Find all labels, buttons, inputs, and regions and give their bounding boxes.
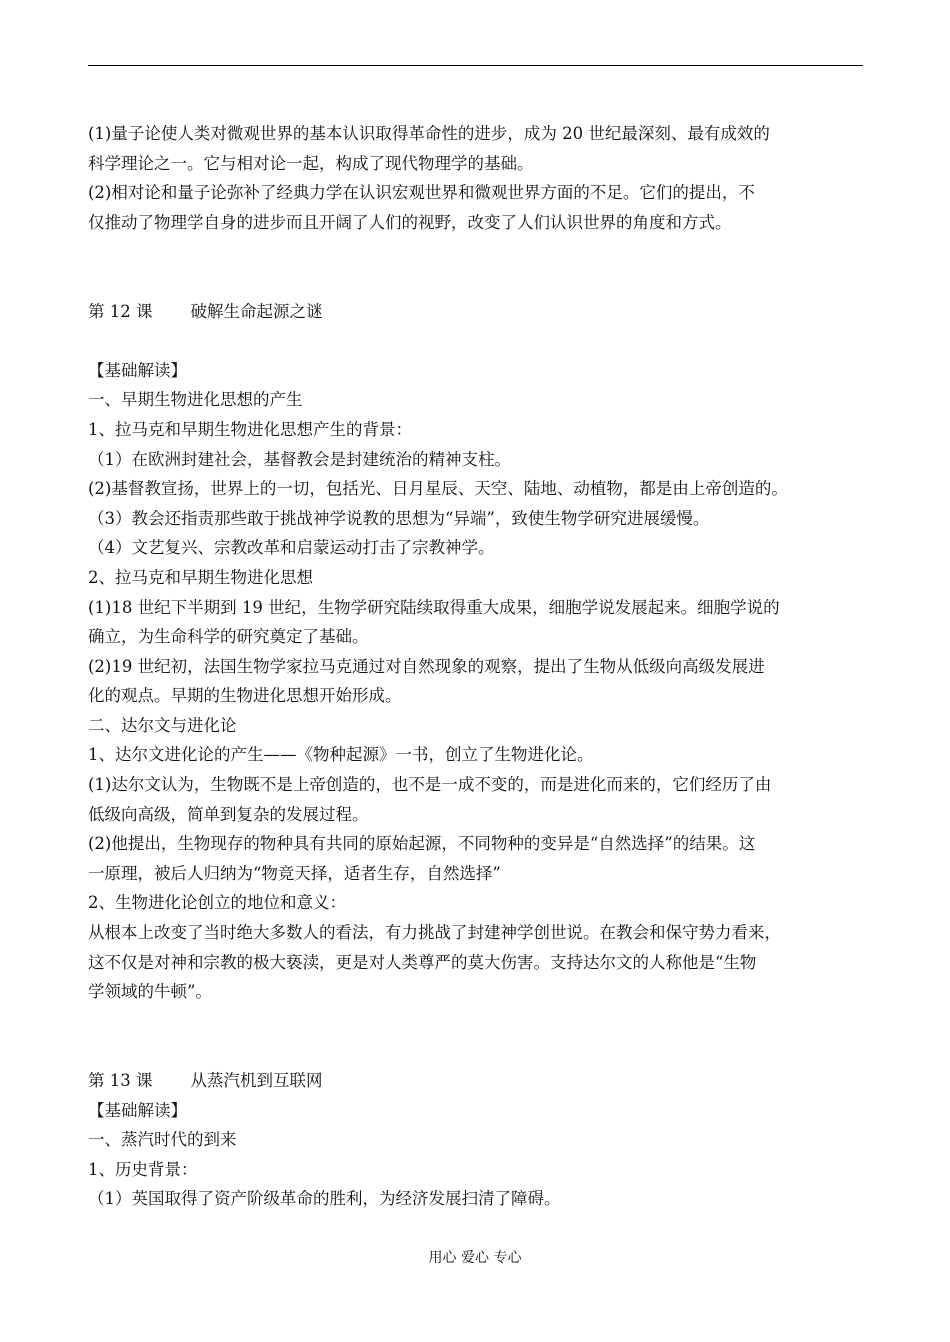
document-body [88, 119, 863, 1214]
section-heading: 【基础解读】 [88, 360, 187, 380]
paragraph-line: 化的观点。早期的生物进化思想开始形成。 [88, 686, 402, 706]
lesson-12-title [88, 297, 863, 327]
paragraph-line: 这不仅是对神和宗教的极大亵渎，更是对人类尊严的莫大伤害。支持达尔文的人称他是“生物 [88, 952, 757, 972]
lesson-number: 第 12 课 [88, 301, 153, 321]
paragraph-line: 一、蒸汽时代的到来 [88, 1130, 237, 1150]
paragraph-line: 学领域的牛顿”。 [88, 982, 212, 1002]
paragraph-line: (2)19 世纪初，法国生物学家拉马克通过对自然现象的观察，提出了生物从低级向高级发展进 [88, 656, 765, 676]
paragraph-line: 1、达尔文进化论的产生——《物种起源》一书，创立了生物进化论。 [88, 745, 594, 765]
lesson-13-title [88, 1066, 863, 1096]
paragraph-line: 2、拉马克和早期生物进化思想 [88, 567, 313, 587]
paragraph-line: 仅推动了物理学自身的进步而且开阔了人们的视野，改变了人们认识世界的角度和方式。 [88, 212, 732, 232]
paragraph-line: 低级向高级，简单到复杂的发展过程。 [88, 804, 369, 824]
page-footer: 用心 爱心 专心 [428, 1250, 522, 1266]
lesson-name: 从蒸汽机到互联网 [190, 1071, 323, 1090]
lesson-number: 第 13 课 [88, 1071, 153, 1090]
paragraph-line: 一、早期生物进化思想的产生 [88, 390, 303, 410]
paragraph-line: (1)达尔文认为，生物既不是上帝创造的，也不是一成不变的，而是进化而来的，它们经历了由 [88, 775, 772, 795]
paragraph-line: 一原理，被后人归纳为“物竞天择，适者生存，自然选择” [88, 863, 501, 883]
lesson-name: 破解生命起源之谜 [190, 301, 323, 321]
paragraph-line: (2)他提出，生物现存的物种具有共同的原始起源，不同物种的变异是“自然选择”的结果。这 [88, 834, 756, 854]
paragraph-line: (2)基督教宣扬，世界上的一切，包括光、日月星辰、天空、陆地、动植物，都是由上帝创造的。 [88, 479, 788, 499]
paragraph-line: （4）文艺复兴、宗教改革和启蒙运动打击了宗教神学。 [88, 538, 495, 558]
paragraph-line: (1)量子论使人类对微观世界的基本认识取得革命性的进步，成为 20 世纪最深刻、最有成效的 [88, 124, 770, 143]
paragraph-line: 1、拉马克和早期生物进化思想产生的背景： [88, 419, 412, 439]
paragraph-line: (2)相对论和量子论弥补了经典力学在认识宏观世界和微观世界方面的不足。它们的提出，不 [88, 183, 755, 203]
paragraph-line: 二、达尔文与进化论 [88, 715, 237, 735]
paragraph-line: (1)18 世纪下半期到 19 世纪，生物学研究陆续取得重大成果，细胞学说发展起来。细胞学说的 [88, 597, 780, 617]
paragraph-line: 1、历史背景： [88, 1159, 198, 1179]
paragraph-line: 科学理论之一。它与相对论一起，构成了现代物理学的基础。 [88, 153, 534, 173]
paragraph-line: 2、生物进化论创立的地位和意义： [88, 893, 346, 913]
paragraph-line: （1）在欧洲封建社会，基督教会是封建统治的精神支柱。 [88, 449, 511, 469]
paragraph-line: 确立，为生命科学的研究奠定了基础。 [88, 627, 369, 647]
paragraph-line: （1）英国取得了资产阶级革命的胜利，为经济发展扫清了障碍。 [88, 1189, 561, 1209]
section-heading: 【基础解读】 [88, 1100, 187, 1120]
paragraph-line: （3）教会还指责那些敢于挑战神学说教的思想为“异端”，致使生物学研究进展缓慢。 [88, 508, 710, 528]
header-rule [88, 65, 863, 66]
paragraph-line: 从根本上改变了当时绝大多数人的看法，有力挑战了封建神学创世说。在教会和保守势力看来， [88, 923, 781, 943]
